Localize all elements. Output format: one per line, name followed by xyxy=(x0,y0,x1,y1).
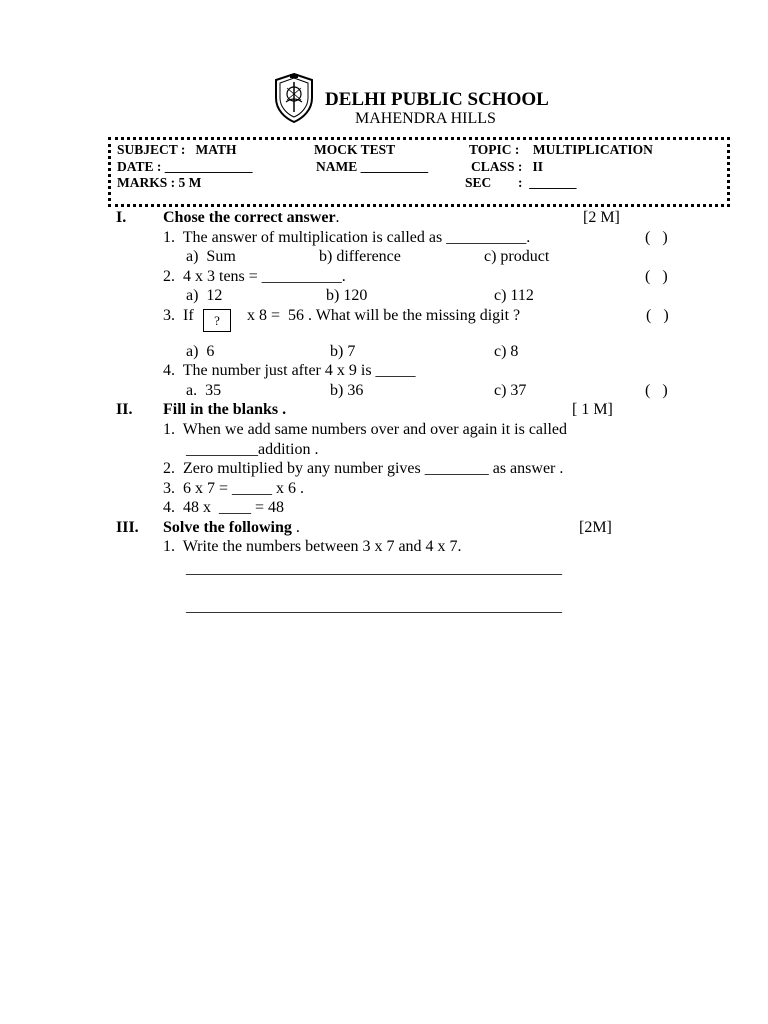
question-text: 4. The number just after 4 x 9 is _____ xyxy=(163,362,416,379)
section-numeral: I. xyxy=(116,209,127,226)
question-text-continued: _________addition . xyxy=(186,441,319,458)
answer-line: _______________________________________________ xyxy=(186,598,562,615)
question-text: 1. The answer of multiplication is called as __________. xyxy=(163,229,531,246)
answer-bracket: ( ) xyxy=(645,229,668,246)
class-field: CLASS : II xyxy=(471,159,544,174)
test-type: MOCK TEST xyxy=(314,142,396,157)
answer-bracket: ( ) xyxy=(645,268,668,285)
option-c: c) 37 xyxy=(494,382,527,399)
option-c: c) 8 xyxy=(494,343,519,360)
school-location: MAHENDRA HILLS xyxy=(355,110,496,127)
question-text: 1. Write the numbers between 3 x 7 and 4 x 7. xyxy=(163,538,462,555)
question-text: 1. When we add same numbers over and over again it is called xyxy=(163,421,568,438)
sec-label: SEC xyxy=(465,175,492,190)
section-marks: [2M] xyxy=(579,519,612,536)
answer-bracket: ( ) xyxy=(645,382,668,399)
option-a: a) 12 xyxy=(186,287,223,304)
option-b: b) 36 xyxy=(330,382,364,399)
school-emblem-icon xyxy=(272,72,316,124)
marks-field: MARKS : 5 M xyxy=(117,175,202,190)
sec-field: : _______ xyxy=(518,175,577,190)
option-a: a) Sum xyxy=(186,248,236,265)
section-title-period: . xyxy=(335,209,340,226)
answer-bracket: ( ) xyxy=(646,307,669,324)
date-field: DATE : _____________ xyxy=(117,159,253,174)
answer-line: _______________________________________________ xyxy=(186,560,562,577)
option-c: c) 112 xyxy=(494,287,534,304)
question-prefix: 3. If xyxy=(163,307,194,324)
option-c: c) product xyxy=(484,248,550,265)
section-title-period: . xyxy=(291,519,300,536)
question-text: 2. Zero multiplied by any number gives ________ as answer . xyxy=(163,460,564,477)
name-field: NAME __________ xyxy=(316,159,429,174)
option-b: b) difference xyxy=(319,248,401,265)
option-b: b) 120 xyxy=(326,287,368,304)
subject-field: SUBJECT : MATH xyxy=(117,142,237,157)
missing-digit-box: ? xyxy=(203,309,231,332)
section-numeral: II. xyxy=(116,401,133,418)
question-text: 3. 6 x 7 = _____ x 6 . xyxy=(163,480,305,497)
option-a: a. 35 xyxy=(186,382,222,399)
topic-field: TOPIC : MULTIPLICATION xyxy=(469,142,653,157)
section-marks: [ 1 M] xyxy=(572,401,613,418)
section-title xyxy=(163,519,300,537)
question-text: 4. 48 x ____ = 48 xyxy=(163,499,285,516)
option-b: b) 7 xyxy=(330,343,356,360)
question-text: x 8 = 56 . What will be the missing digit ? xyxy=(247,307,521,324)
school-name: DELHI PUBLIC SCHOOL xyxy=(325,89,549,110)
section-title: Fill in the blanks . xyxy=(163,401,287,418)
option-a: a) 6 xyxy=(186,343,215,360)
section-marks: [2 M] xyxy=(583,209,620,226)
section-title-text: Solve the following xyxy=(163,519,292,536)
section-title-text: Chose the correct answer xyxy=(163,209,336,226)
section-title xyxy=(163,209,340,227)
question-text: 2. 4 x 3 tens = __________. xyxy=(163,268,346,285)
section-numeral: III. xyxy=(116,519,139,536)
